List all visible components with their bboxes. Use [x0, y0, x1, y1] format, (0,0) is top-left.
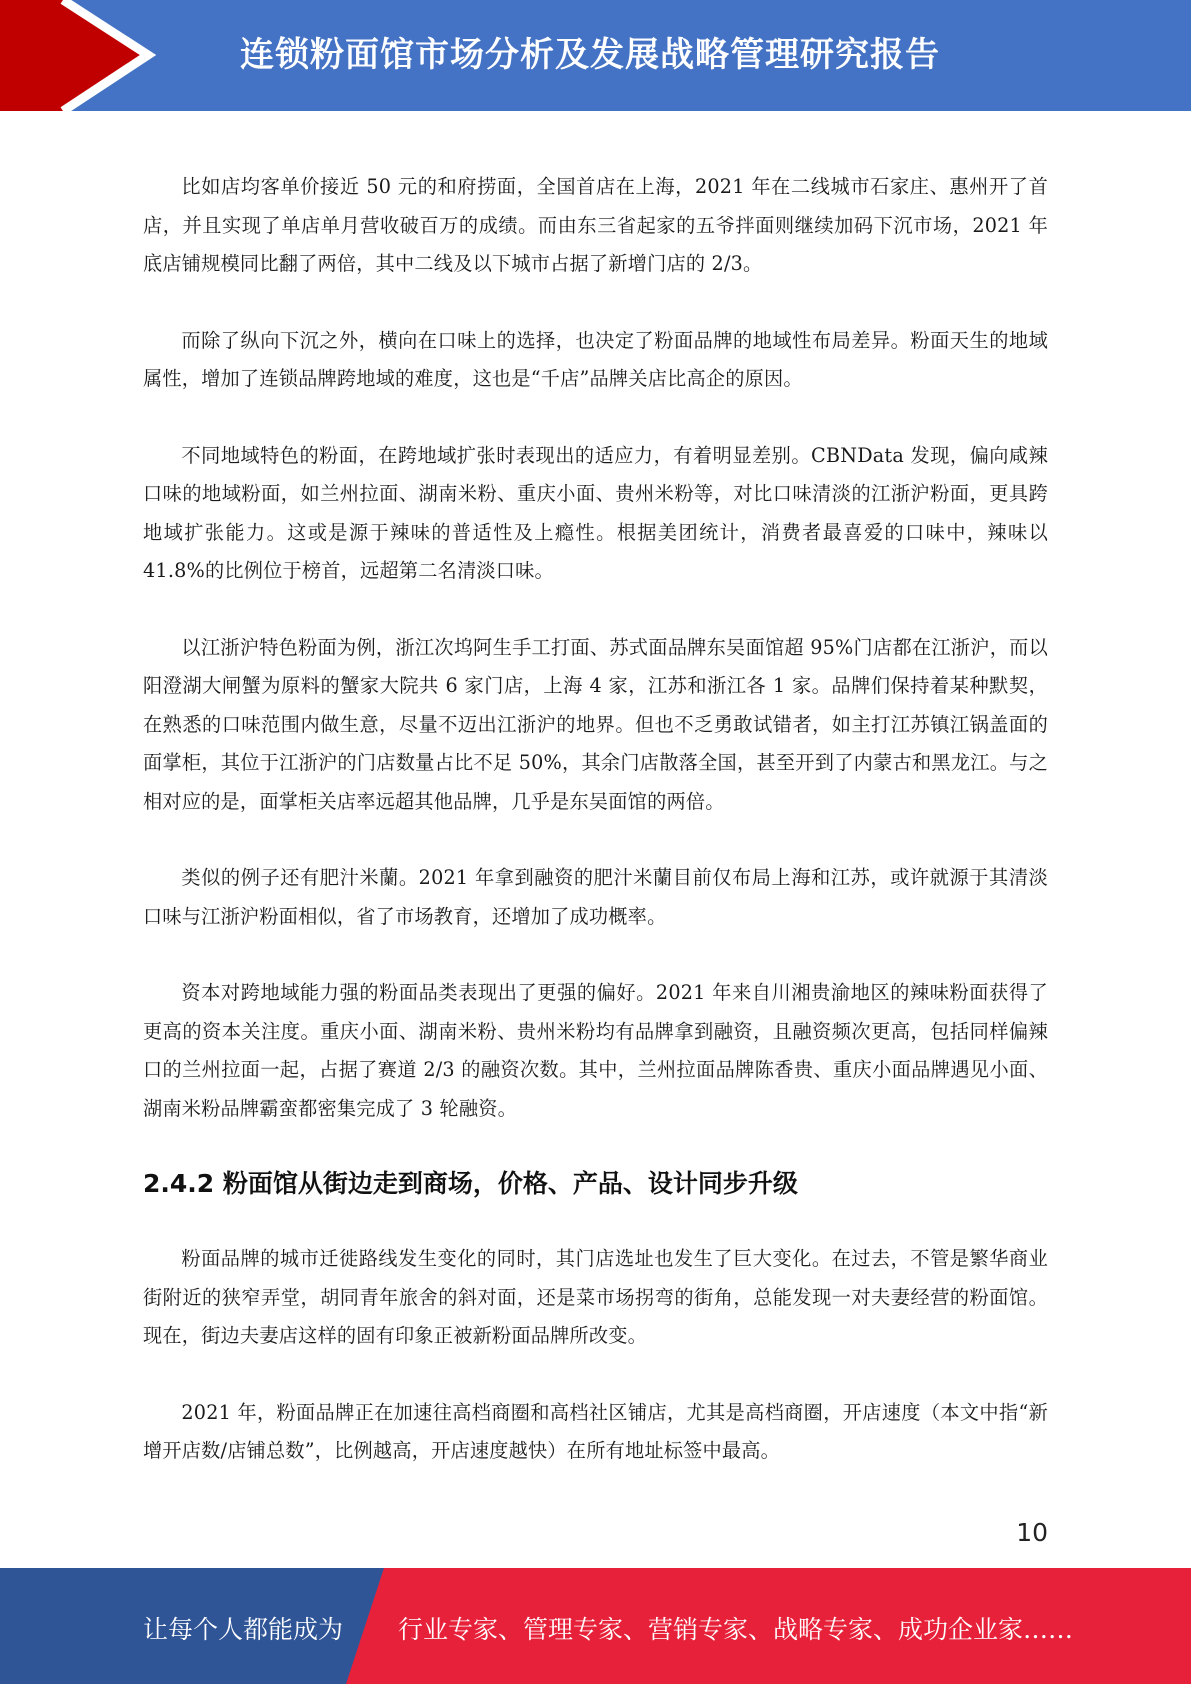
paragraph-3: 不同地域特色的粉面，在跨地域扩张时表现出的适应力，有着明显差别。CBNData 发现，偏向咸辣口味的地域粉面，如兰州拉面、湖南米粉、重庆小面、贵州米粉等，对比口味清淡的江浙沪粉面，更具跨地域扩张能力。这或是源于辣味的普适性及上瘾性。根据美团统计，消费者最喜爱的口味中，辣味以 41.8%的比例位于榜首，远超第二名清淡口味。 — [143, 443, 1048, 582]
paragraph-1: 比如店均客单价接近 50 元的和府捞面，全国首店在上海，2021 年在二线城市石家庄、惠州开了首店，并且实现了单店单月营收破百万的成绩。而由东三省起家的五爷拌面则继续加码下沉市场，2021 年底店铺规模同比翻了两倍，其中二线及以下城市占据了新增门店的 2/3。 — [143, 175, 1048, 275]
paragraph-6: 资本对跨地域能力强的粉面品类表现出了更强的偏好。2021 年来自川湘贵渝地区的辣味粉面获得了更高的资本关注度。重庆小面、湖南米粉、贵州米粉均有品牌拿到融资，且融资频次更高，包括同样偏辣口的兰州拉面一起，占据了赛道 2/3 的融资次数。其中，兰州拉面品牌陈香贵、重庆小面品牌遇见小面、湖南米粉品牌霸蛮都密集完成了 3 轮融资。 — [143, 981, 1048, 1120]
paragraph-5: 类似的例子还有肥汁米蘭。2021 年拿到融资的肥汁米蘭目前仅布局上海和江苏，或许就源于其清淡口味与江浙沪粉面相似，省了市场教育，还增加了成功概率。 — [143, 866, 1048, 928]
page-number: 10 — [1016, 1518, 1048, 1547]
paragraph-4: 以江浙沪特色粉面为例，浙江次坞阿生手工打面、苏式面品牌东吴面馆超 95%门店都在江浙沪，而以阳澄湖大闸蟹为原料的蟹家大院共 6 家门店，上海 4 家，江苏和浙江各 1 家。品牌们保持着某种默契，在熟悉的口味范围内做生意，尽量不迈出江浙沪的地界。但也不乏勇敢试错者，如主打江苏镇江锅盖面的面掌柜，其位于江浙沪的门店数量占比不足 50%，其余门店散落全国，甚至开到了内蒙古和黑龙江。与之相对应的是，面掌柜关店率远超其他品牌，几乎是东吴面馆的两倍。 — [143, 635, 1048, 813]
paragraph-2: 而除了纵向下沉之外，横向在口味上的选择，也决定了粉面品牌的地域性布局差异。粉面天生的地域属性，增加了连锁品牌跨地域的难度，这也是“千店”品牌关店比高企的原因。 — [143, 328, 1048, 390]
footer-slogan-left: 让每个人都能成为 — [143, 1615, 344, 1644]
page-header — [0, 0, 1191, 111]
report-title: 连锁粉面馆市场分析及发展战略管理研究报告 — [240, 35, 940, 75]
section-paragraph-2: 2021 年，粉面品牌正在加速往高档商圈和高档社区铺店，尤其是高档商圈，开店速度（本文中指“新增开店数/店铺总数”，比例越高，开店速度越快）在所有地址标签中最高。 — [143, 1400, 1048, 1462]
section-paragraph-1: 粉面品牌的城市迁徙路线发生变化的同时，其门店选址也发生了巨大变化。在过去，不管是繁华商业街附近的狭窄弄堂，胡同青年旅舍的斜对面，还是菜市场拐弯的街角，总能发现一对夫妻经营的粉面馆。现在，街边夫妻店这样的固有印象正被新粉面品牌所改变。 — [143, 1247, 1048, 1347]
page-footer — [0, 1568, 1191, 1684]
footer-slogan-right: 行业专家、管理专家、营销专家、战略专家、成功企业家…… — [398, 1615, 1074, 1644]
page-content — [143, 168, 1048, 1471]
section-heading: 2.4.2 粉面馆从街边走到商场，价格、产品、设计同步升级 — [143, 1169, 798, 1198]
